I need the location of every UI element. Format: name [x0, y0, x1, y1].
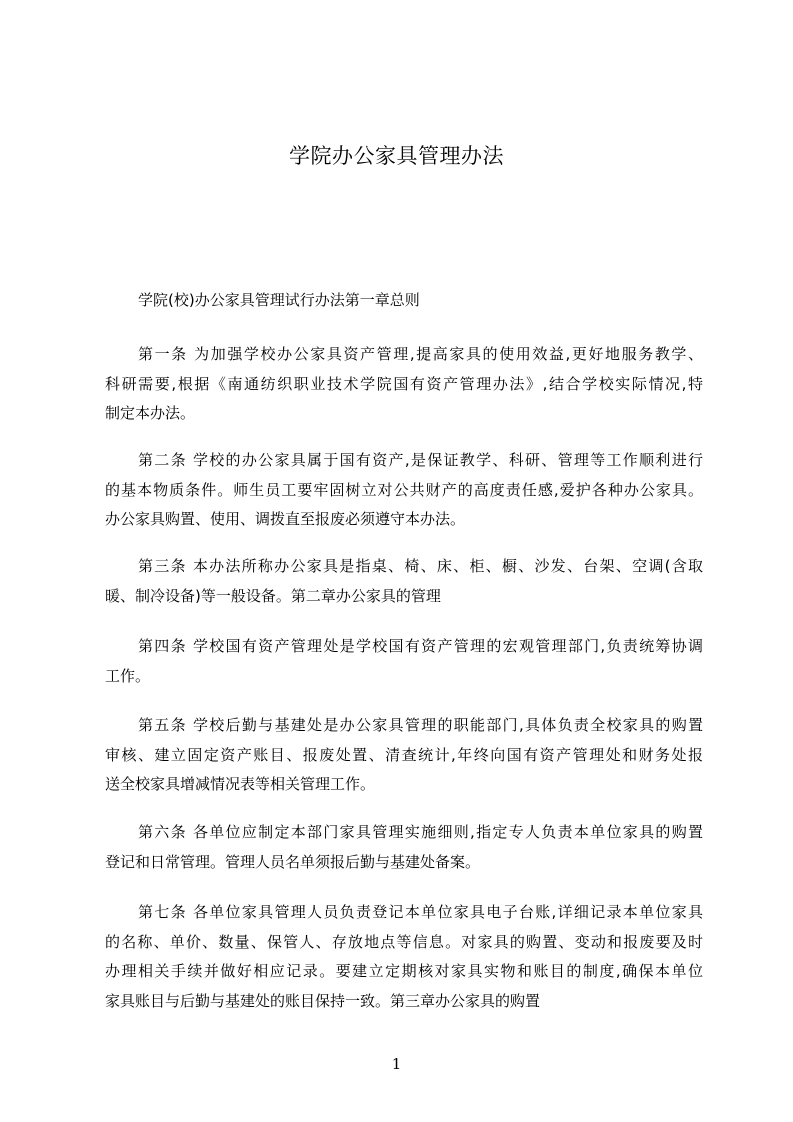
paragraph-line: 第七条 各单位家具管理人员负责登记本单位家具电子台账,详细记录本单位家具 — [138, 903, 703, 921]
paragraph-line: 第一条 为加强学校办公家具资产管理,提高家具的使用效益,更好地服务教学、 — [138, 345, 703, 363]
paragraph-line: 办公家具购置、使用、调拨直至报废必须遵守本办法。 — [105, 510, 466, 528]
paragraph-line: 暖、制冷设备)等一般设备。第二章办公家具的管理 — [105, 586, 441, 605]
article-3-paragraph — [105, 552, 703, 611]
article-4-paragraph — [105, 632, 703, 691]
paragraph-line: 工作。 — [105, 666, 151, 685]
paragraph-line: 第六条 各单位应制定本部门家具管理实施细则,指定专人负责本单位家具的购置 — [138, 823, 703, 841]
article-1-paragraph — [105, 340, 703, 429]
paragraph-line: 登记和日常管理。管理人员名单须报后勤与基建处备案。 — [105, 852, 481, 871]
paragraph-line: 第四条 学校国有资产管理处是学校国有资产管理的宏观管理部门,负责统筹协调 — [138, 637, 703, 655]
paragraph-line: 的名称、单价、数量、保管人、存放地点等信息。对家具的购置、变动和报废要及时 — [105, 932, 703, 951]
article-6-paragraph — [105, 818, 703, 877]
paragraph-line: 制定本办法。 — [105, 404, 196, 422]
paragraph-line: 第三条 本办法所称办公家具是指桌、椅、床、柜、橱、沙发、台架、空调(含取 — [138, 557, 703, 575]
article-7-paragraph — [105, 898, 703, 1016]
paragraph-line: 送全校家具增减情况表等相关管理工作。 — [105, 775, 376, 793]
paragraph-line: 科研需要,根据《南通纺织职业技术学院国有资产管理办法》,结合学校实际情况,特 — [105, 374, 703, 393]
paragraph-line: 的基本物质条件。师生员工要牢固树立对公共财产的高度责任感,爱护各种办公家具。 — [105, 480, 703, 499]
paragraph-line: 第二条 学校的办公家具属于国有资产,是保证教学、科研、管理等工作顺利进行 — [138, 451, 703, 469]
paragraph-line: 审核、建立固定资产账目、报废处置、清查统计,年终向国有资产管理处和财务处报 — [105, 745, 703, 764]
paragraph-line: 家具账目与后勤与基建处的账目保持一致。第三章办公家具的购置 — [105, 991, 541, 1010]
article-2-paragraph — [105, 446, 703, 535]
page-number: 1 — [391, 1055, 402, 1073]
paragraph-line: 办理相关手续并做好相应记录。要建立定期核对家具实物和账目的制度,确保本单位 — [105, 962, 703, 980]
paragraph-line: 第五条 学校后勤与基建处是办公家具管理的职能部门,具体负责全校家具的购置 — [138, 716, 703, 734]
document-title: 学院办公家具管理办法 — [289, 144, 504, 168]
article-5-paragraph — [105, 711, 703, 800]
document-subtitle: 学院(校)办公家具管理试行办法第一章总则 — [138, 291, 420, 309]
